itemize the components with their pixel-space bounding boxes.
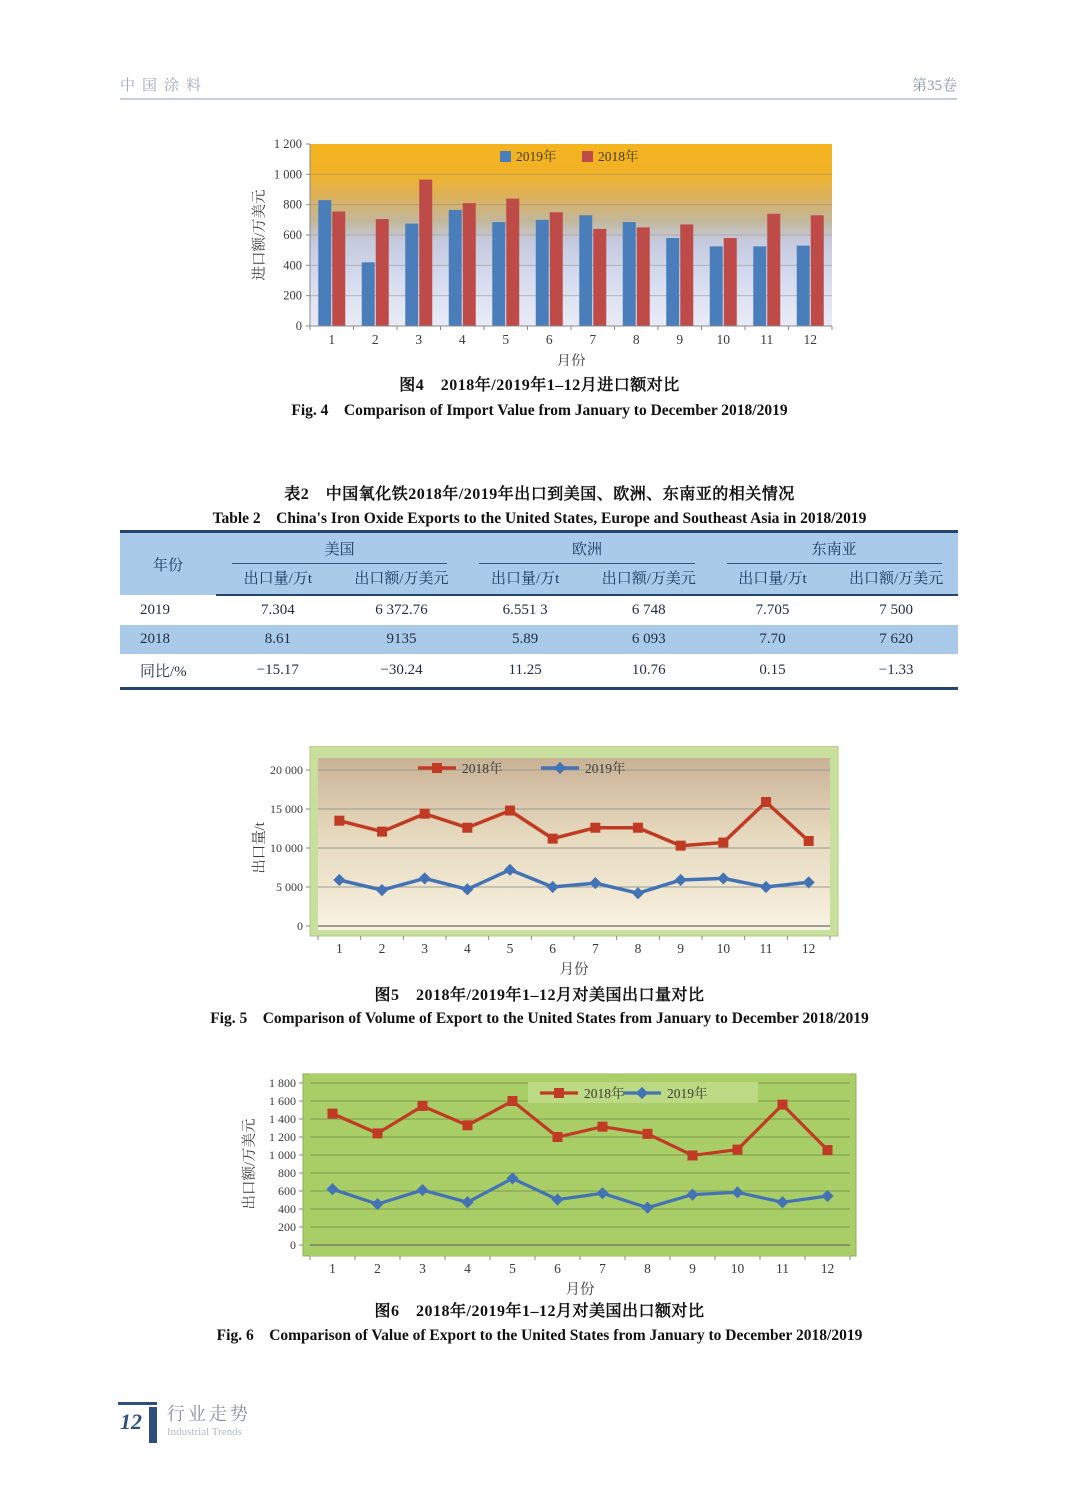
fig6-caption-en: Fig. 6 Comparison of Value of Export to the United States from January to December 2018/2019 [216,1327,863,1344]
group-label: 东南亚 [727,538,942,564]
svg-text:0: 0 [295,319,302,333]
svg-text:800: 800 [278,1166,296,1180]
row-label: 同比/% [120,654,216,689]
svg-text:2018年: 2018年 [598,149,639,164]
svg-text:4: 4 [458,332,466,347]
svg-text:5: 5 [502,332,510,347]
svg-text:4: 4 [464,1261,471,1276]
svg-text:10 000: 10 000 [270,841,303,855]
svg-text:7: 7 [599,1261,606,1276]
svg-text:9: 9 [689,1261,696,1276]
svg-text:20 000: 20 000 [270,763,303,777]
svg-text:600: 600 [278,1184,296,1198]
section-block [167,1402,251,1439]
table-cell: 8.61 [216,625,340,654]
svg-text:8: 8 [632,332,640,347]
table-cell: −15.17 [216,654,340,689]
svg-text:12: 12 [801,941,816,956]
svg-text:11: 11 [759,941,773,956]
svg-text:15 000: 15 000 [270,802,303,816]
svg-text:1 400: 1 400 [269,1112,296,1126]
svg-text:1 600: 1 600 [269,1094,296,1108]
svg-text:0: 0 [290,1238,296,1252]
svg-text:出口量/t: 出口量/t [252,822,268,874]
svg-text:1: 1 [329,1261,336,1276]
section-title-zh: 行业走势 [167,1404,251,1424]
svg-text:2019年: 2019年 [516,149,557,164]
table-row-yoy [120,654,958,689]
fig4-caption-zh: 图4 2018年/2019年1–12月进口额对比 [399,377,680,394]
table-cell: 7 500 [834,595,958,625]
svg-text:1: 1 [328,332,336,347]
svg-text:6: 6 [545,332,553,347]
svg-text:12: 12 [803,332,817,347]
exports-table [120,530,958,690]
table-title-zh: 表2 中国氧化铁2018年/2019年出口到美国、欧洲、东南亚的相关情况 [284,486,795,503]
svg-text:2018年: 2018年 [462,761,503,776]
table-group-usa [216,532,463,565]
svg-text:7: 7 [591,941,599,956]
table-cell: 11.25 [463,654,587,689]
svg-text:8: 8 [634,941,642,956]
fig6-caption-zh: 图6 2018年/2019年1–12月对美国出口额对比 [374,1303,705,1320]
svg-text:7: 7 [589,332,597,347]
table-cell: 9135 [340,625,464,654]
svg-text:400: 400 [283,258,302,273]
svg-text:1: 1 [335,941,343,956]
svg-text:5 000: 5 000 [276,880,303,894]
svg-text:1 200: 1 200 [269,1130,296,1144]
svg-text:9: 9 [676,332,684,347]
svg-text:2018年: 2018年 [584,1086,625,1101]
row-label: 2018 [120,625,216,654]
table-cell: 6.551 3 [463,595,587,625]
row-label: 2019 [120,595,216,625]
svg-text:11: 11 [760,332,774,347]
table-row-2019 [120,595,958,625]
group-label: 美国 [232,538,447,564]
svg-text:10: 10 [716,941,731,956]
table-cell: 7.70 [711,625,835,654]
svg-text:进口额/万美元: 进口额/万美元 [252,189,268,281]
table-header-year: 年份 [120,532,216,596]
fig5-caption-zh: 图5 2018年/2019年1–12月对美国出口量对比 [374,987,705,1004]
table-subheader-qty: 出口量/万t [711,564,835,595]
svg-text:3: 3 [415,332,423,347]
table-subheader-qty: 出口量/万t [216,564,340,595]
journal-title: 中国涂料 [120,78,209,94]
table-cell: 10.76 [587,654,711,689]
table-row-2018 [120,625,958,654]
svg-text:600: 600 [283,228,302,242]
svg-text:200: 200 [278,1220,296,1234]
exports-table-wrapper [120,530,958,690]
page-number-box [118,1402,157,1443]
fig4-bar-chart [248,134,848,371]
table-cell: 0.15 [711,654,835,689]
svg-text:800: 800 [283,197,302,212]
fig5-caption-en: Fig. 5 Comparison of Volume of Export to the United States from January to December 2018/2019 [210,1010,869,1027]
svg-text:2: 2 [374,1261,381,1276]
svg-text:1 800: 1 800 [269,1076,296,1090]
svg-text:11: 11 [776,1261,789,1276]
section-title-en: Industrial Trends [167,1425,242,1438]
svg-text:1 000: 1 000 [273,167,302,182]
fig6-line-chart [240,1070,860,1315]
svg-text:10: 10 [716,332,730,347]
page-number: 12 [120,1409,142,1434]
table-title-en: Table 2 China's Iron Oxide Exports to the United States, Europe and Southeast Asia in 2018/2019 [212,510,867,527]
table-group-sea [711,532,958,565]
svg-text:6: 6 [549,941,557,956]
volume-number: 第35卷 [911,78,957,94]
table-cell: −30.24 [340,654,464,689]
svg-text:1 000: 1 000 [269,1148,296,1162]
table-subheader-val: 出口额/万美元 [587,564,711,595]
table-subheader-val: 出口额/万美元 [340,564,464,595]
table-cell: 6 093 [587,625,711,654]
fig4-caption-en: Fig. 4 Comparison of Import Value from January to December 2018/2019 [291,402,788,419]
svg-text:10: 10 [730,1261,745,1276]
page-footer [118,1402,251,1443]
page-header [120,74,957,100]
svg-text:月份: 月份 [559,962,589,978]
table-cell: 7.304 [216,595,340,625]
svg-text:4: 4 [463,941,471,956]
table-subheader-qty: 出口量/万t [463,564,587,595]
svg-text:1 200: 1 200 [273,137,302,151]
svg-text:9: 9 [677,941,685,956]
svg-text:月份: 月份 [565,1282,595,1298]
table-cell: 5.89 [463,625,587,654]
table-cell: 7.705 [711,595,835,625]
svg-text:3: 3 [421,941,429,956]
svg-text:12: 12 [820,1261,835,1276]
svg-text:2019年: 2019年 [667,1086,708,1101]
svg-text:5: 5 [509,1261,516,1276]
table-cell: 7 620 [834,625,958,654]
svg-text:200: 200 [283,288,302,303]
svg-text:5: 5 [506,941,514,956]
group-label: 欧洲 [479,538,694,564]
svg-text:6: 6 [554,1261,561,1276]
footer-bar [149,1407,157,1443]
table-cell: −1.33 [834,654,958,689]
svg-text:3: 3 [419,1261,426,1276]
table-cell: 6 748 [587,595,711,625]
svg-text:2019年: 2019年 [585,761,626,776]
svg-text:月份: 月份 [556,354,586,366]
svg-text:8: 8 [644,1261,651,1276]
table-group-europe [463,532,710,565]
fig5-line-chart [250,746,850,987]
table-subheader-val: 出口额/万美元 [834,564,958,595]
svg-text:2: 2 [378,941,386,956]
svg-text:0: 0 [297,919,303,933]
svg-text:2: 2 [371,332,379,347]
svg-text:400: 400 [278,1202,296,1216]
svg-text:出口额/万美元: 出口额/万美元 [242,1118,258,1210]
table-cell: 6 372.76 [340,595,464,625]
